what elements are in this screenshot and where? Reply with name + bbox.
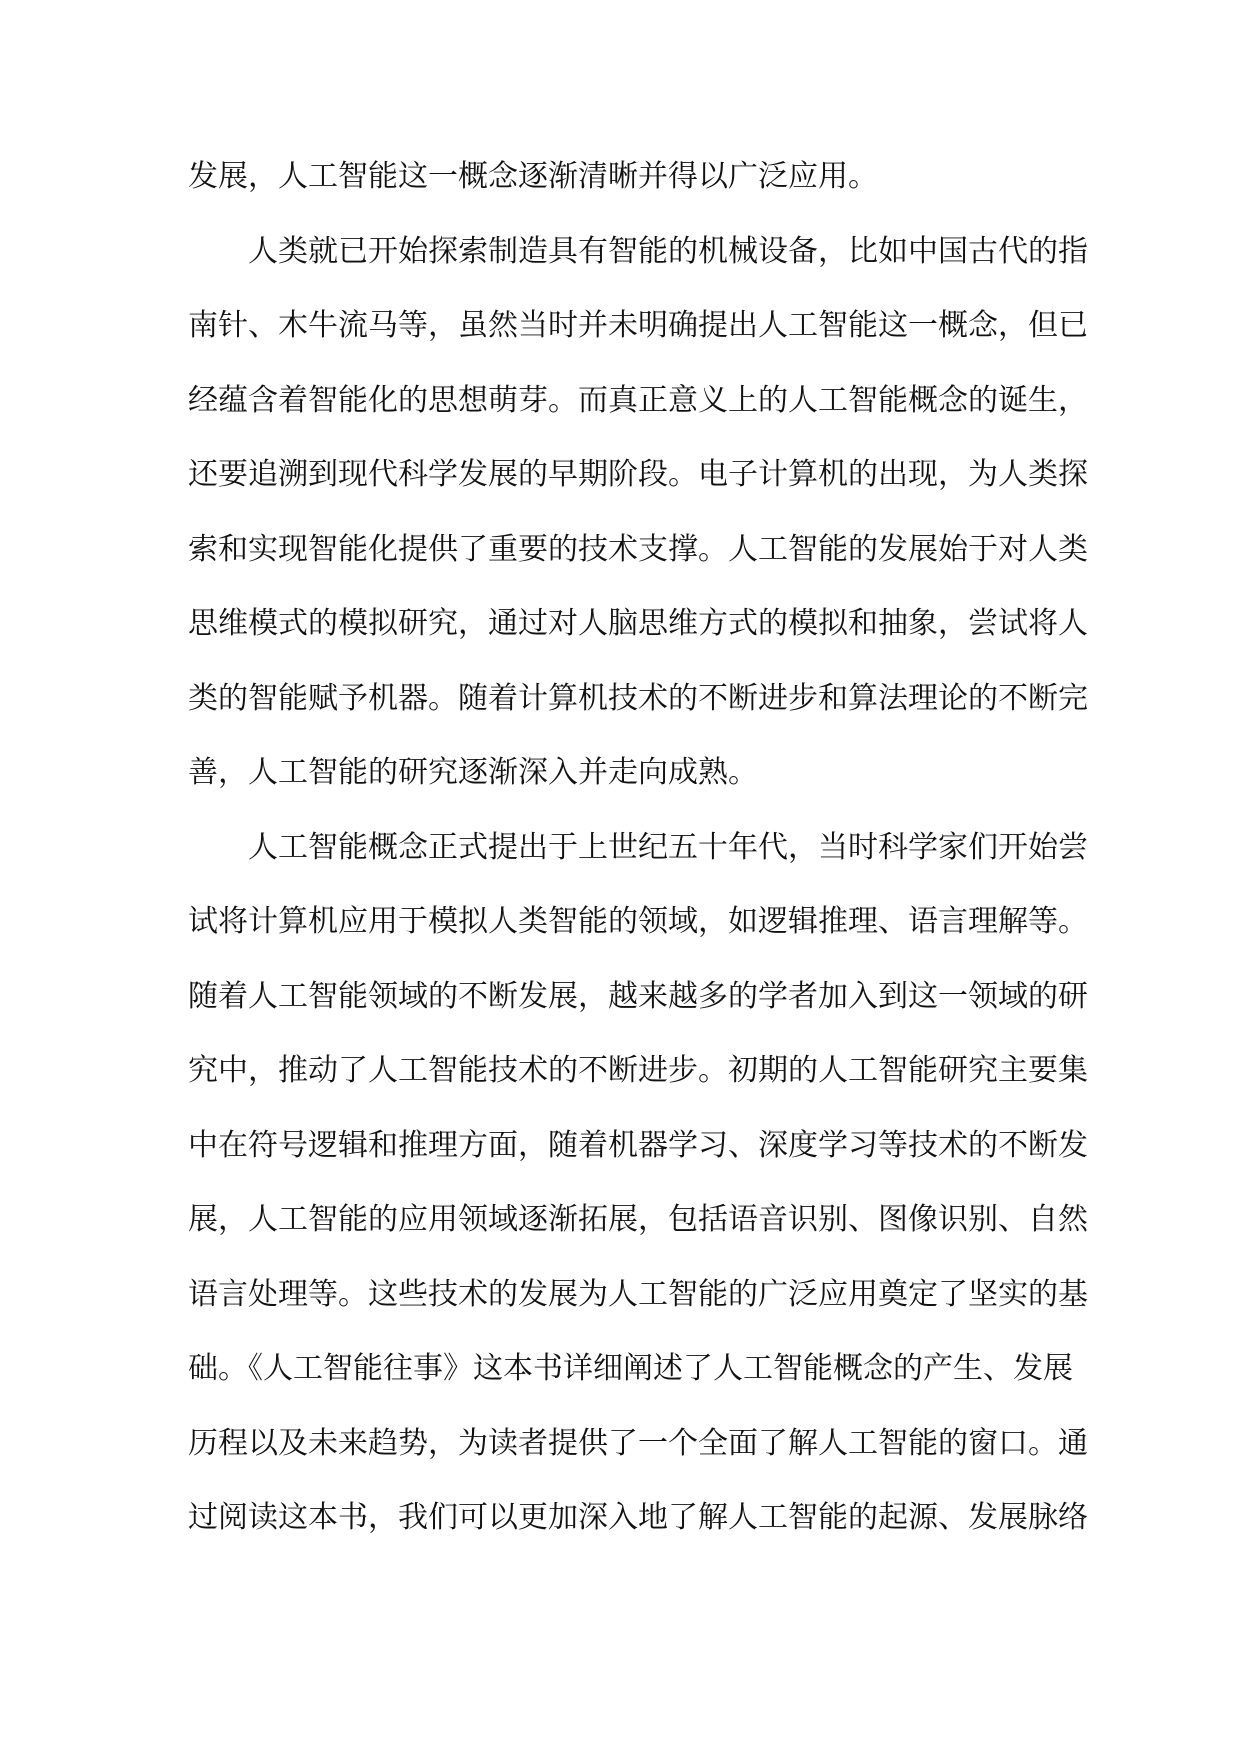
- text-line: 历程以及未来趋势，为读者提供了一个全面了解人工智能的窗口。通: [188, 1425, 1088, 1461]
- text-line: 索和实现智能化提供了重要的技术支撑。人工智能的发展始于对人类: [188, 531, 1088, 567]
- text-line: 还要追溯到现代科学发展的早期阶段。电子计算机的出现，为人类探: [188, 457, 1088, 492]
- text-line: 语言处理等。这些技术的发展为人工智能的广泛应用奠定了坚实的基: [188, 1276, 1088, 1312]
- text-line: 础。《人工智能往事》这本书详细阐述了人工智能概念的产生、发展: [188, 1351, 1073, 1386]
- body-text: [188, 140, 1088, 1556]
- text-line: 类的智能赋予机器。随着计算机技术的不断进步和算法理论的不断完: [188, 680, 1088, 716]
- text-line: 试将计算机应用于模拟人类智能的领域，如逻辑推理、语言理解等。: [188, 904, 1088, 939]
- text-line: 经蕴含着智能化的思想萌芽。而真正意义上的人工智能概念的诞生，: [188, 382, 1088, 418]
- text-line: 善，人工智能的研究逐渐深入并走向成熟。: [188, 755, 758, 790]
- text-line: 人工智能概念正式提出于上世纪五十年代，当时科学家们开始尝: [248, 829, 1088, 865]
- text-line: 过阅读这本书，我们可以更加深入地了解人工智能的起源、发展脉络: [188, 1500, 1088, 1535]
- text-line: 思维模式的模拟研究，通过对人脑思维方式的模拟和抽象，尝试将人: [188, 606, 1088, 641]
- text-line: 人类就已开始探索制造具有智能的机械设备，比如中国古代的指: [248, 233, 1088, 269]
- text-line: 展，人工智能的应用领域逐渐拓展，包括语音识别、图像识别、自然: [188, 1202, 1088, 1237]
- text-line: 究中，推动了人工智能技术的不断进步。初期的人工智能研究主要集: [188, 1053, 1088, 1088]
- text-line: 发展，人工智能这一概念逐渐清晰并得以广泛应用。: [188, 159, 878, 194]
- text-line: 南针、木牛流马等，虽然当时并未明确提出人工智能这一概念，但已: [188, 308, 1088, 343]
- text-line: 中在符号逻辑和推理方面，随着机器学习、深度学习等技术的不断发: [188, 1127, 1088, 1163]
- text-line: 随着人工智能领域的不断发展，越来越多的学者加入到这一领域的研: [188, 978, 1088, 1014]
